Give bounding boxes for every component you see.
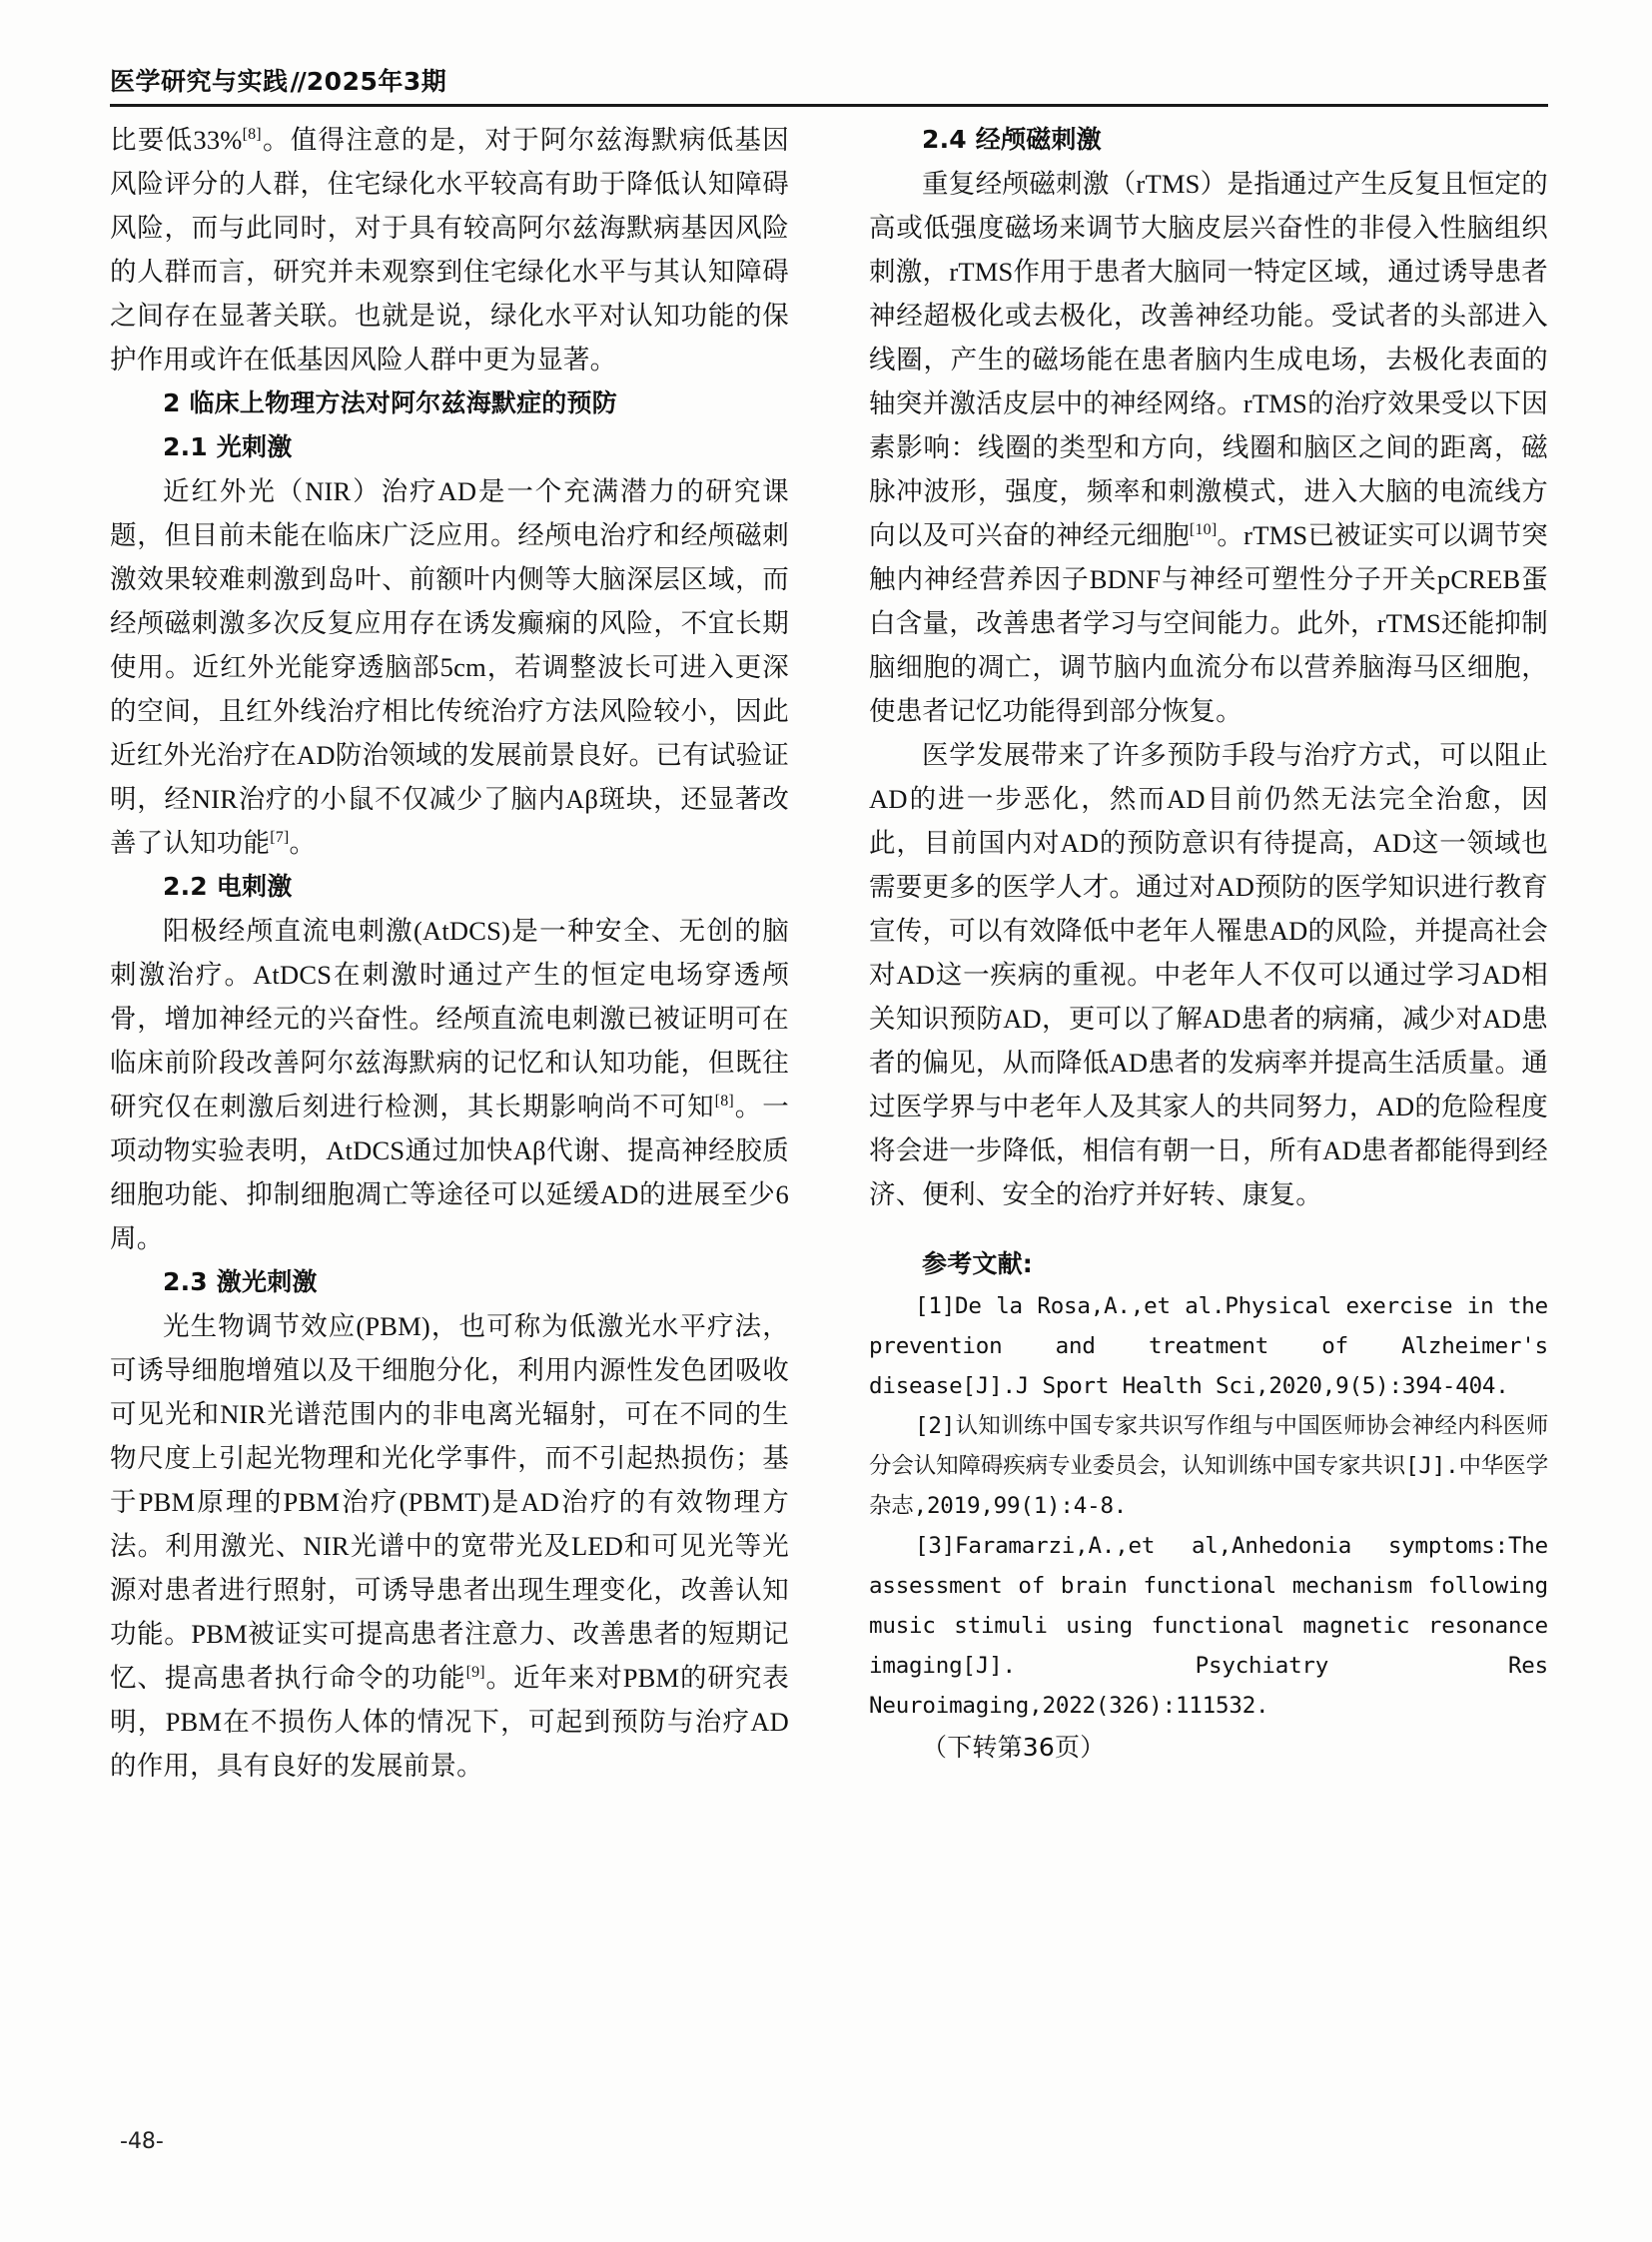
heading-section-2-2: 2.2 电刺激 <box>163 872 293 901</box>
heading-section-2-1: 2.1 光刺激 <box>163 432 293 461</box>
right-column <box>869 118 1548 1788</box>
heading-section-2-3: 2.3 激光刺激 <box>163 1267 318 1296</box>
references-heading: 参考文献: <box>922 1249 1033 1278</box>
header-divider <box>110 104 1548 107</box>
reference-item: [3]Faramarzi,A.,et al,Anhedonia symptoms:The assessment of brain functional mechanism following music stimuli using functional magnetic resonance imaging[J]. Psychiatry Res Neuroimaging,2022(326):111532. <box>869 1533 1548 1719</box>
paragraph-2-1: 近红外光（NIR）治疗AD是一个充满潜力的研究课题，但目前未能在临床广泛应用。经颅电治疗和经颅磁刺激效果较难刺激到岛叶、前额叶内侧等大脑深层区域，而经颅磁刺激多次反复应用存在诱发癫痫的风险，不宜长期使用。近红外光能穿透脑部5cm，若调整波长可进入更深的空间，且红外线治疗相比传统治疗方法风险较小，因此近红外光治疗在AD防治领域的发展前景良好。已有试验证明，经NIR治疗的小鼠不仅减少了脑内Aβ斑块，还显著改善了认知功能[7]。 <box>110 476 789 858</box>
paragraph-continued: 比要低33%[8]。值得注意的是，对于阿尔兹海默病低基因风险评分的人群，住宅绿化水平较高有助于降低认知障碍风险，而与此同时，对于具有较高阿尔兹海默病基因风险的人群而言，研究并未观察到住宅绿化水平与其认知障碍之间存在显著关联。也就是说，绿化水平对认知功能的保护作用或许在低基因风险人群中更为显著。 <box>110 125 789 374</box>
reference-item: [2]认知训练中国专家共识写作组与中国医师协会神经内科医师分会认知障碍疾病专业委员会，认知训练中国专家共识[J].中华医学杂志,2019,99(1):4-8. <box>869 1413 1548 1519</box>
heading-section-2: 2 临床上物理方法对阿尔兹海默症的预防 <box>163 388 617 417</box>
left-column <box>110 118 789 1788</box>
reference-item: [1]De la Rosa,A.,et al.Physical exercise in the prevention and treatment of Alzheimer's disease[J].J Sport Health Sci,2020,9(5):394-404. <box>869 1293 1548 1399</box>
paragraph-2-4: 重复经颅磁刺激（rTMS）是指通过产生反复且恒定的高或低强度磁场来调节大脑皮层兴奋性的非侵入性脑组织刺激，rTMS作用于患者大脑同一特定区域，通过诱导患者神经超极化或去极化，改善神经功能。受试者的头部进入线圈，产生的磁场能在患者脑内生成电场，去极化表面的轴突并激活皮层中的神经网络。rTMS的治疗效果受以下因素影响：线圈的类型和方向，线圈和脑区之间的距离，磁脉冲波形，强度，频率和刺激模式，进入大脑的电流线方向以及可兴奋的神经元细胞[10]。rTMS已被证实可以调节突触内神经营养因子BDNF与神经可塑性分子开关pCREB蛋白含量，改善患者学习与空间能力。此外，rTMS还能抑制脑细胞的凋亡，调节脑内血流分布以营养脑海马区细胞，使患者记忆功能得到部分恢复。 <box>869 169 1548 726</box>
journal-title: 医学研究与实践 <box>110 67 289 96</box>
continued-note: （下转第36页） <box>922 1733 1106 1762</box>
paragraph-2-2: 阳极经颅直流电刺激(AtDCS)是一种安全、无创的脑刺激治疗。AtDCS在刺激时通过产生的恒定电场穿透颅骨，增加神经元的兴奋性。经颅直流电刺激已被证明可在临床前阶段改善阿尔兹海默病的记忆和认知功能，但既往研究仅在刺激后刻进行检测，其长期影响尚不可知[8]。一项动物实验表明，AtDCS通过加快Aβ代谢、提高神经胶质细胞功能、抑制细胞凋亡等途径可以延缓AD的进展至少6周。 <box>110 916 789 1253</box>
page-header <box>110 62 1548 98</box>
header-separator: // <box>290 67 305 96</box>
journal-issue: 2025年3期 <box>306 67 447 96</box>
page-number: -48- <box>120 2129 164 2154</box>
heading-section-2-4: 2.4 经颅磁刺激 <box>922 125 1102 154</box>
page-columns <box>110 118 1548 1788</box>
paragraph-2-3: 光生物调节效应(PBM)，也可称为低激光水平疗法，可诱导细胞增殖以及干细胞分化，利用内源性发色团吸收可见光和NIR光谱范围内的非电离光辐射，可在不同的生物尺度上引起光物理和光化学事件，而不引起热损伤；基于PBM原理的PBM治疗(PBMT)是AD治疗的有效物理方法。利用激光、NIR光谱中的宽带光及LED和可见光等光源对患者进行照射，可诱导患者出现生理变化，改善认知功能。PBM被证实可提高患者注意力、改善患者的短期记忆、提高患者执行命令的功能[9]。近年来对PBM的研究表明，PBM在不损伤人体的情况下，可起到预防与治疗AD的作用，具有良好的发展前景。 <box>110 1311 789 1781</box>
paragraph-closing: 医学发展带来了许多预防手段与治疗方式，可以阻止AD的进一步恶化，然而AD目前仍然无法完全治愈，因此，目前国内对AD的预防意识有待提高，AD这一领域也需要更多的医学人才。通过对AD预防的医学知识进行教育宣传，可以有效降低中老年人罹患AD的风险，并提高社会对AD这一疾病的重视。中老年人不仅可以通过学习AD相关知识预防AD，更可以了解AD患者的病痛，减少对AD患者的偏见，从而降低AD患者的发病率并提高生活质量。通过医学界与中老年人及其家人的共同努力，AD的危险程度将会进一步降低，相信有朝一日，所有AD患者都能得到经济、便利、安全的治疗并好转、康复。 <box>869 740 1548 1209</box>
